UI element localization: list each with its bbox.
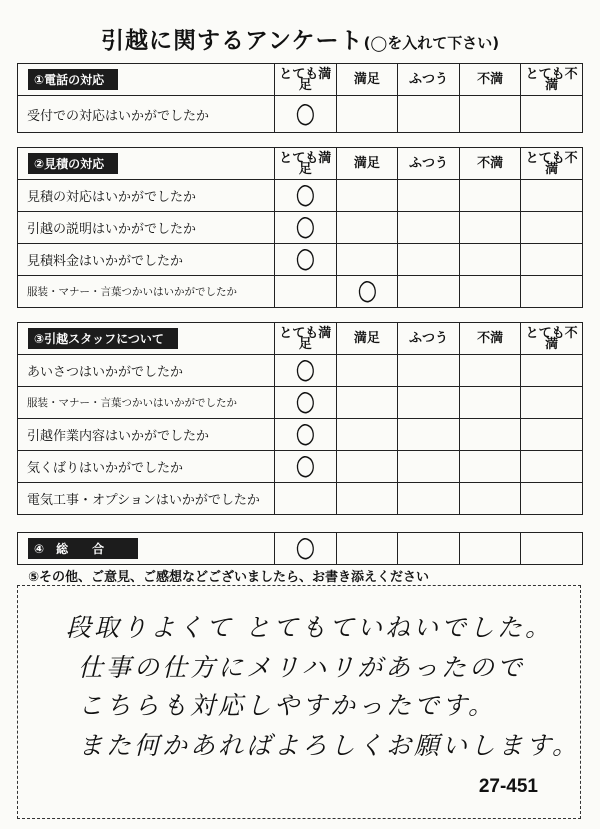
rating-header: とても満足: [275, 148, 337, 180]
rating-header: 不満: [459, 64, 521, 96]
rating-header: 満足: [336, 64, 398, 96]
rating-header: ふつう: [398, 64, 460, 96]
rating-cell[interactable]: [521, 387, 583, 419]
circle-mark: ○: [293, 528, 317, 565]
rating-cell[interactable]: [336, 483, 398, 515]
question-row: あいさつはいかがでしたか ○: [18, 355, 583, 387]
question-row: 見積料金はいかがでしたか ○: [18, 244, 583, 276]
rating-header: とても不満: [521, 148, 583, 180]
rating-cell[interactable]: [521, 212, 583, 244]
rating-cell[interactable]: [275, 207, 337, 244]
rating-cell[interactable]: [521, 355, 583, 387]
rating-cell[interactable]: [336, 212, 398, 244]
rating-header: とても満足: [275, 323, 337, 355]
section-staff: [17, 322, 583, 515]
rating-cell[interactable]: [336, 180, 398, 212]
comment-line: 段取りよくて とてもていねいでした。: [66, 613, 553, 642]
rating-header: 満足: [336, 148, 398, 180]
rating-cell[interactable]: [459, 451, 521, 483]
circle-mark: ○: [293, 239, 317, 276]
circle-mark: ○: [293, 207, 317, 244]
circle-mark: ○: [355, 271, 379, 308]
rating-cell[interactable]: [336, 533, 398, 565]
question-row: 引越作業内容はいかがでしたか ○: [18, 419, 583, 451]
rating-cell[interactable]: [459, 533, 521, 565]
rating-cell[interactable]: [459, 483, 521, 515]
rating-cell[interactable]: [336, 244, 398, 276]
rating-cell[interactable]: [275, 483, 337, 515]
rating-cell[interactable]: [459, 180, 521, 212]
form-code: 27-451: [478, 776, 538, 797]
rating-cell[interactable]: [336, 96, 398, 133]
question-row: 服装・マナー・言葉つかいはいかがでしたか ○: [18, 387, 583, 419]
rating-cell[interactable]: [398, 533, 460, 565]
circle-mark: ○: [293, 93, 317, 131]
section-header: ②見積の対応: [28, 153, 118, 174]
rating-cell[interactable]: [398, 212, 460, 244]
question-row: 服装・マナー・言葉つかいはいかがでしたか ○: [18, 276, 583, 308]
circle-mark: ○: [293, 175, 317, 212]
survey-title: [0, 22, 600, 55]
comment-label: ⑤その他、ご意見、ご感想などございましたら、お書き添えください: [28, 570, 430, 585]
rating-cell[interactable]: [275, 350, 337, 387]
comment-line: また何かあればよろしくお願いします。: [78, 731, 581, 760]
rating-cell[interactable]: [398, 96, 460, 133]
rating-cell[interactable]: [336, 271, 398, 308]
section-overall: [17, 528, 583, 565]
rating-cell[interactable]: [275, 175, 337, 212]
rating-header: とても満足: [275, 64, 337, 96]
rating-cell[interactable]: [336, 355, 398, 387]
section-estimate: [17, 147, 583, 308]
rating-cell[interactable]: [521, 451, 583, 483]
section-header: ③引越スタッフについて: [28, 328, 178, 349]
rating-cell[interactable]: [275, 414, 337, 451]
rating-cell[interactable]: [398, 355, 460, 387]
comment-line: 仕事の仕方にメリハリがあったので: [78, 653, 526, 682]
rating-cell[interactable]: [275, 446, 337, 483]
rating-cell[interactable]: [459, 212, 521, 244]
circle-mark: ○: [293, 446, 317, 483]
rating-cell[interactable]: [521, 96, 583, 133]
rating-cell[interactable]: [459, 96, 521, 133]
comment-line: こちらも対応しやすかったです。: [78, 691, 497, 720]
question-row: 気くばりはいかがでしたか ○: [18, 451, 583, 483]
rating-cell[interactable]: [521, 533, 583, 565]
question-row: 電気工事・オプションはいかがでしたか: [18, 483, 583, 515]
rating-cell[interactable]: [275, 382, 337, 419]
rating-cell[interactable]: [521, 276, 583, 308]
rating-cell[interactable]: [459, 387, 521, 419]
rating-cell[interactable]: [275, 276, 337, 308]
question-row: 引越の説明はいかがでしたか ○: [18, 212, 583, 244]
circle-mark: ○: [293, 414, 317, 451]
rating-cell[interactable]: [521, 180, 583, 212]
rating-header: ふつう: [398, 323, 460, 355]
rating-cell[interactable]: [459, 244, 521, 276]
rating-cell[interactable]: [398, 419, 460, 451]
rating-cell[interactable]: [275, 93, 337, 133]
rating-cell[interactable]: [398, 387, 460, 419]
rating-cell[interactable]: [521, 419, 583, 451]
rating-header: 不満: [459, 323, 521, 355]
rating-cell[interactable]: [336, 451, 398, 483]
rating-cell[interactable]: [398, 451, 460, 483]
rating-cell[interactable]: [459, 276, 521, 308]
rating-cell[interactable]: [521, 244, 583, 276]
rating-header: 不満: [459, 148, 521, 180]
section-header: ④ 総 合: [28, 538, 138, 559]
section-header: ①電話の対応: [28, 69, 118, 90]
rating-cell[interactable]: [275, 239, 337, 276]
circle-mark: ○: [293, 382, 317, 419]
rating-cell[interactable]: [336, 419, 398, 451]
rating-cell[interactable]: [275, 528, 337, 565]
rating-cell[interactable]: [459, 355, 521, 387]
rating-cell[interactable]: [398, 244, 460, 276]
rating-header: とても不満: [521, 323, 583, 355]
circle-mark: ○: [293, 350, 317, 387]
rating-cell[interactable]: [398, 180, 460, 212]
rating-header: 満足: [336, 323, 398, 355]
section-phone: [17, 63, 583, 133]
rating-cell[interactable]: [336, 387, 398, 419]
rating-cell[interactable]: [521, 483, 583, 515]
rating-cell[interactable]: [459, 419, 521, 451]
rating-header: ふつう: [398, 148, 460, 180]
rating-header: とても不満: [521, 64, 583, 96]
comment-box[interactable]: [17, 585, 581, 819]
question-row: 受付での対応はいかがでしたか ○: [18, 96, 583, 133]
rating-cell[interactable]: [398, 483, 460, 515]
rating-cell[interactable]: [398, 276, 460, 308]
question-row: 見積の対応はいかがでしたか ○: [18, 180, 583, 212]
question-row: [18, 533, 583, 565]
title-text: 引越に関するアンケート: [100, 28, 364, 54]
title-note: (◯を入れて下さい): [363, 34, 500, 52]
